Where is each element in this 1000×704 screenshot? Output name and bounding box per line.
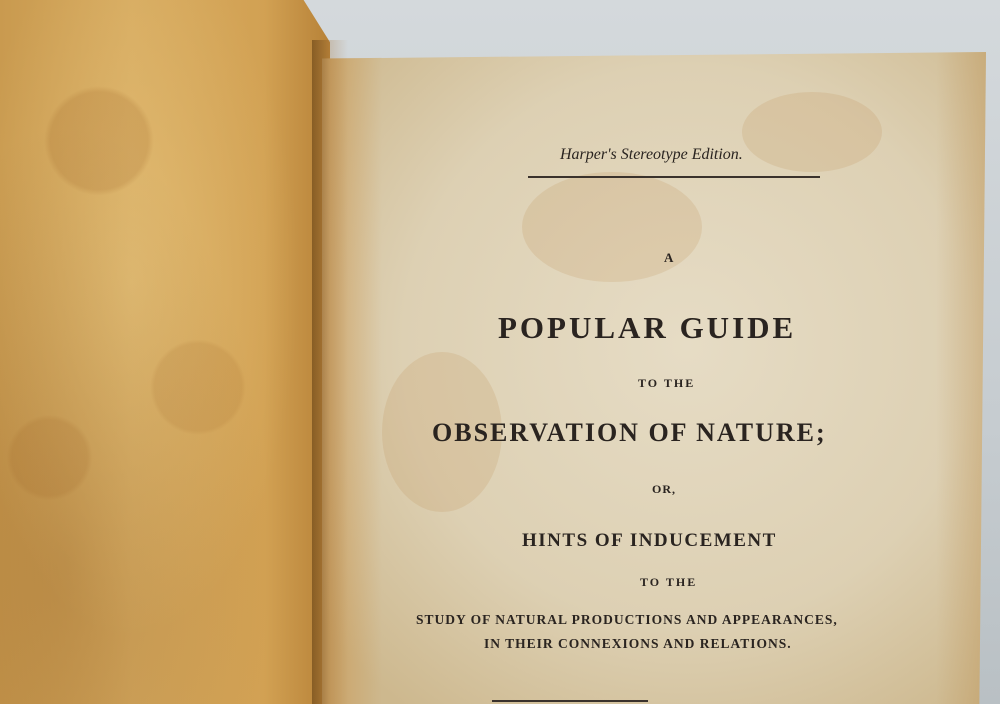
subtitle-line-1: STUDY OF NATURAL PRODUCTIONS AND APPEARANCES, xyxy=(416,612,838,627)
title-main: POPULAR GUIDE xyxy=(498,310,797,345)
title-second: OBSERVATION OF NATURE; xyxy=(432,418,827,447)
to-the-1: TO THE xyxy=(638,376,696,390)
title-article: A xyxy=(664,250,675,265)
or-line: OR, xyxy=(652,482,676,496)
subtitle: HINTS OF INDUCEMENT xyxy=(522,530,777,551)
book-gutter xyxy=(312,40,348,704)
left-endpaper xyxy=(0,0,330,704)
subtitle-line-2: IN THEIR CONNEXIONS AND RELATIONS. xyxy=(484,636,792,651)
edition-line: Harper's Stereotype Edition. xyxy=(560,146,743,163)
to-the-2: TO THE xyxy=(640,575,698,589)
bottom-rule xyxy=(492,700,648,702)
top-rule xyxy=(528,176,820,178)
